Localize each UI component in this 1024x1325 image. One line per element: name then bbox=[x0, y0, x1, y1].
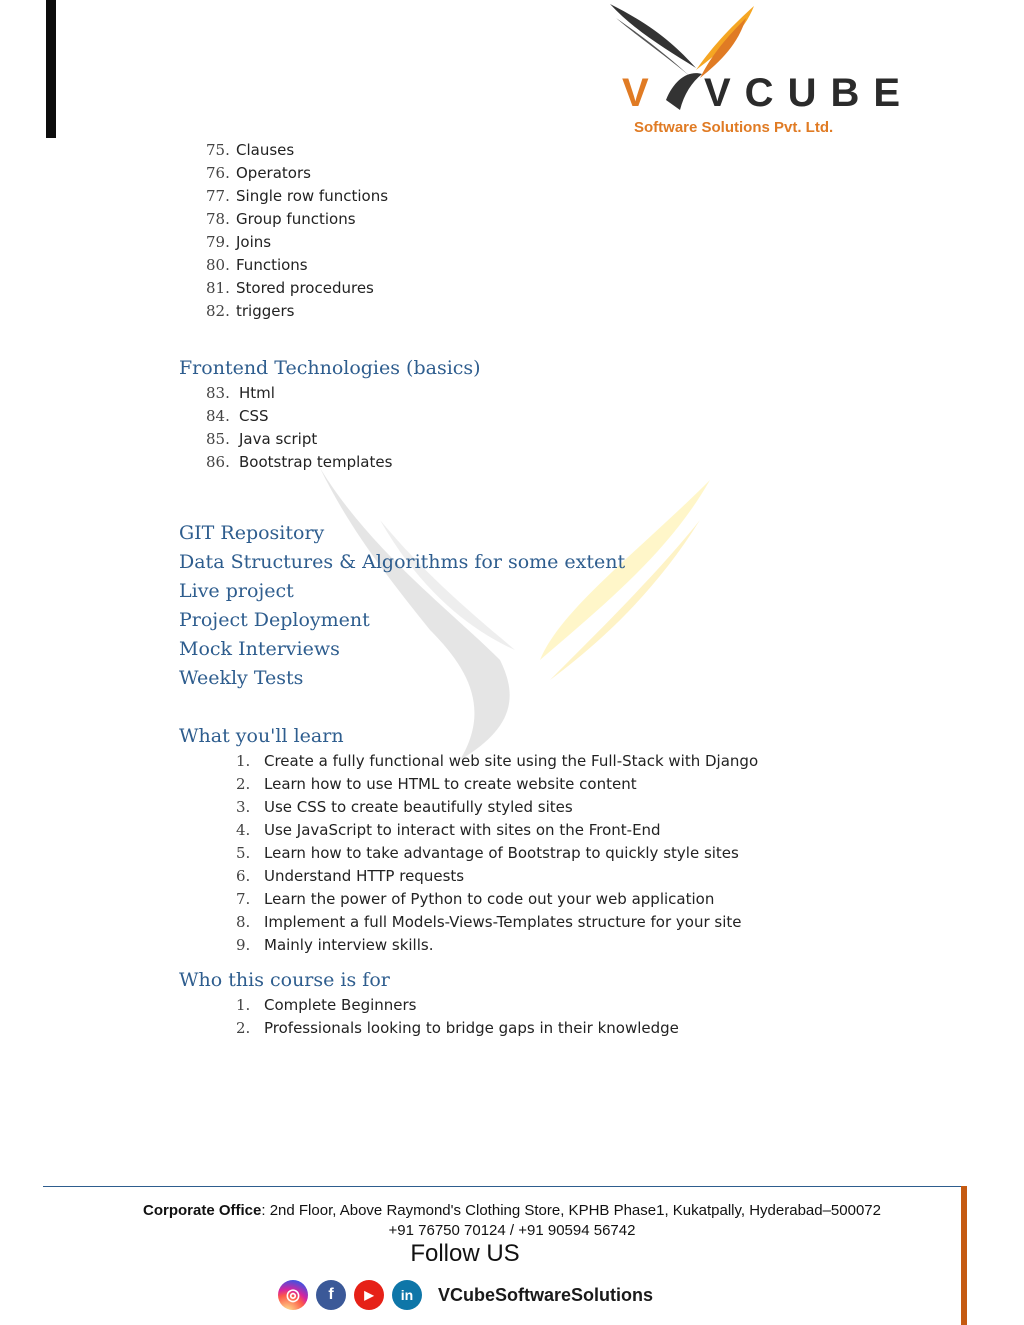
learn-heading: What you'll learn bbox=[179, 725, 344, 747]
list-item: 2. Learn how to use HTML to create website content bbox=[236, 775, 637, 793]
list-item: 2. Professionals looking to bridge gaps in their knowledge bbox=[236, 1019, 679, 1037]
audience-list bbox=[236, 995, 679, 1041]
facebook-icon[interactable]: f bbox=[316, 1280, 346, 1310]
svg-text:V: V bbox=[622, 71, 649, 115]
audience-heading: Who this course is for bbox=[179, 969, 390, 991]
wing-orange-2 bbox=[700, 18, 746, 78]
section-data-structures: Data Structures & Algorithms for some extent bbox=[179, 551, 626, 573]
footer-divider bbox=[43, 1186, 963, 1187]
list-item: 77. Single row functions bbox=[206, 187, 389, 205]
social-handle[interactable]: VCubeSoftwareSolutions bbox=[438, 1284, 654, 1305]
list-item: 76. Operators bbox=[206, 164, 311, 182]
office-address: : 2nd Floor, Above Raymond's Clothing Store, KPHB Phase1, Kukatpally, Hyderabad–500072 bbox=[261, 1202, 881, 1219]
list-item: 6. Understand HTTP requests bbox=[236, 867, 465, 885]
sql-topics-list bbox=[206, 140, 388, 324]
section-project-deployment: Project Deployment bbox=[179, 609, 370, 631]
list-item: 1. Create a fully functional web site using the Full-Stack with Django bbox=[236, 752, 759, 770]
list-item: 80. Functions bbox=[206, 256, 308, 274]
wing-dark-2 bbox=[616, 18, 692, 78]
list-item: 84. CSS bbox=[206, 407, 269, 425]
watermark-bird-icon bbox=[310, 460, 730, 780]
logo-tagline: Software Solutions Pvt. Ltd. bbox=[634, 119, 834, 136]
wing-orange bbox=[696, 6, 754, 70]
list-item: 4. Use JavaScript to interact with sites on the Front-End bbox=[236, 821, 661, 839]
list-item: 9. Mainly interview skills. bbox=[236, 936, 434, 954]
section-weekly-tests: Weekly Tests bbox=[179, 667, 304, 689]
section-live-project: Live project bbox=[179, 580, 294, 602]
list-item: 1. Complete Beginners bbox=[236, 996, 417, 1014]
list-item: 81. Stored procedures bbox=[206, 279, 374, 297]
logo-brand: VCUBE bbox=[704, 71, 915, 115]
follow-us-label: Follow US bbox=[410, 1240, 520, 1267]
bird-body bbox=[666, 73, 702, 110]
section-git-repository: GIT Repository bbox=[179, 522, 325, 544]
list-item: 83. Html bbox=[206, 384, 275, 402]
office-label: Corporate Office bbox=[143, 1202, 262, 1219]
frontend-heading: Frontend Technologies (basics) bbox=[179, 357, 481, 379]
list-item: 85. Java script bbox=[206, 430, 318, 448]
youtube-icon[interactable]: ▶ bbox=[354, 1280, 384, 1310]
list-item: 3. Use CSS to create beautifully styled sites bbox=[236, 798, 573, 816]
linkedin-icon[interactable]: in bbox=[392, 1280, 422, 1310]
list-item: 86. Bootstrap templates bbox=[206, 453, 393, 471]
list-item: 79. Joins bbox=[206, 233, 272, 251]
left-accent-bar bbox=[46, 0, 56, 138]
vcube-logo bbox=[604, 0, 915, 140]
list-item: 75. Clauses bbox=[206, 141, 295, 159]
section-mock-interviews: Mock Interviews bbox=[179, 638, 340, 660]
frontend-list bbox=[206, 383, 392, 475]
list-item: 8. Implement a full Models-Views-Templates structure for your site bbox=[236, 913, 742, 931]
social-links bbox=[278, 1280, 653, 1310]
list-item: 78. Group functions bbox=[206, 210, 356, 228]
list-item: 7. Learn the power of Python to code out your web application bbox=[236, 890, 715, 908]
wing-dark bbox=[610, 4, 696, 68]
phone-numbers: +91 76750 70124 / +91 90594 56742 bbox=[388, 1222, 636, 1239]
instagram-icon[interactable]: ◎ bbox=[278, 1280, 308, 1310]
list-item: 82. triggers bbox=[206, 302, 295, 320]
list-item: 5. Learn how to take advantage of Bootstrap to quickly style sites bbox=[236, 844, 739, 862]
learn-list bbox=[236, 751, 758, 958]
corporate-office-address bbox=[0, 1202, 1024, 1219]
